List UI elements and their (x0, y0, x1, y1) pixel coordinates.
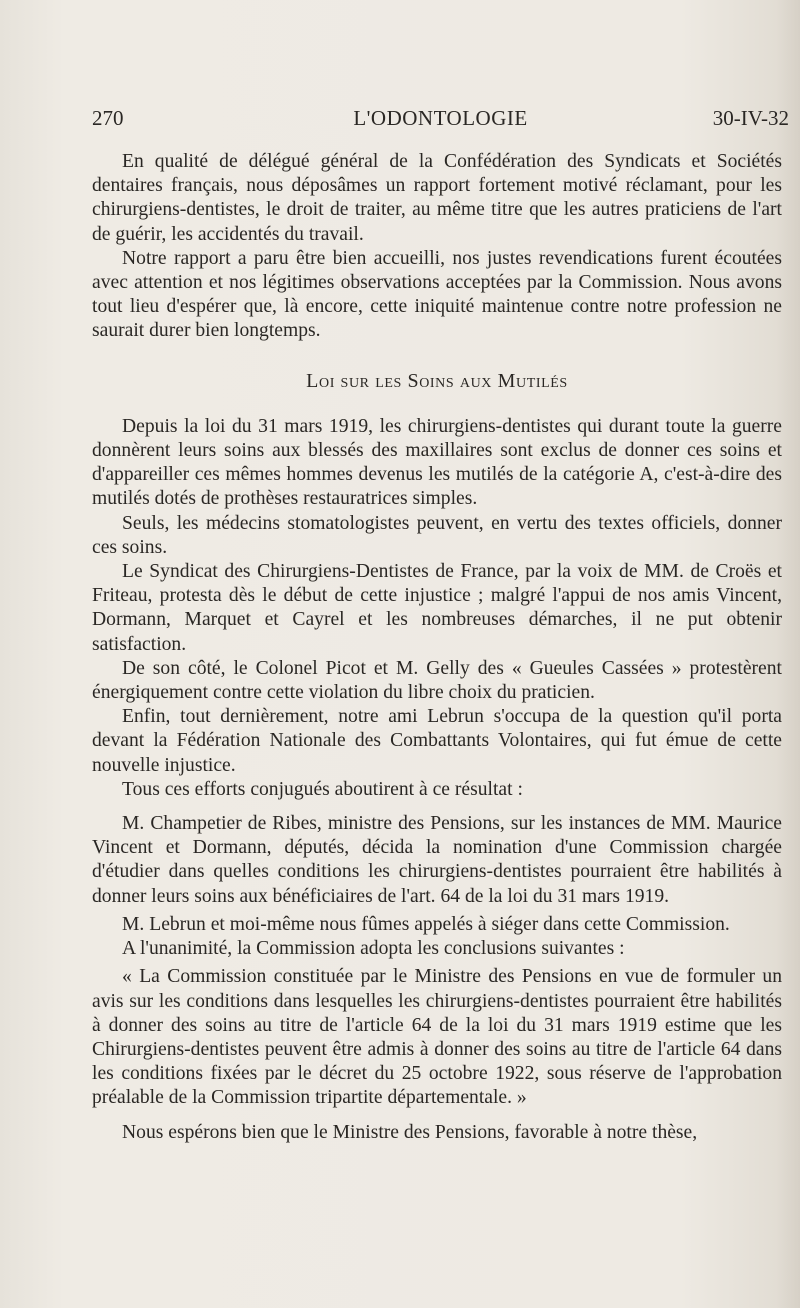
paragraph: A l'unanimité, la Commission adopta les conclusions suivantes : (122, 938, 625, 960)
section-title: Loi sur les Soins aux Mutilés (306, 369, 568, 392)
paragraph: Le Syndicat des Chirurgiens-Dentistes de France, par la voix de MM. de Croës et Friteau, protesta dès le début de cette injustice ; malgré l'appui de nos amis Vincent, Dormann, Marquet et Cayrel et les nombreuses démarches, il ne put obtenir satisfaction. (92, 561, 782, 655)
paragraph: Notre rapport a paru être bien accueilli, nos justes revendications furent écoutées avec attention et nos légitimes observations acceptées par la Commission. Nous avons tout lieu d'espérer que, là encore, cette iniquité maintenue contre notre profession ne saurait durer bien longtemps. (92, 247, 782, 342)
running-header (92, 104, 789, 132)
closing-paragraph: Nous espérons bien que le Ministre des Pensions, favorable à notre thèse, (122, 1121, 698, 1143)
journal-title: L'ODONTOLOGIE (353, 106, 528, 130)
paragraph: Seuls, les médecins stomatologistes peuvent, en vertu des textes officiels, donner ces soins. (92, 512, 782, 558)
paragraph: Tous ces efforts conjugués aboutirent à ce résultat : (122, 778, 523, 800)
paragraph: En qualité de délégué général de la Confédération des Syndicats et Sociétés dentaires français, nous déposâmes un rapport fortement motivé réclamant, pour les chirurgiens-dentistes, le droit de traiter, au même titre que les autres praticiens de l'art de guérir, les accidentés du travail. (92, 151, 782, 245)
article-body (92, 150, 782, 1145)
paragraph: M. Lebrun et moi-même nous fûmes appelés à siéger dans cette Commission. (122, 913, 730, 935)
paragraph: Depuis la loi du 31 mars 1919, les chirurgiens-dentistes qui durant toute la guerre donnèrent leurs soins aux blessés des maxillaires sont exclus de donner ces soins et d'appareiller ces mêmes hommes devenus les mutilés de la catégorie A, c'est-à-dire des mutilés dotés de prothèses restauratrices simples. (92, 415, 782, 510)
issue-date: 30-IV-32 (712, 106, 789, 130)
paragraph: M. Champetier de Ribes, ministre des Pensions, sur les instances de MM. Maurice Vincent et Dormann, députés, décida la nomination d'une Commission chargée d'étudier dans quelles conditions les chirurgiens-dentistes pourraient être habilités à donner leurs soins aux bénéficiaires de l'art. 64 de la loi du 31 mars 1919. (92, 813, 782, 907)
paragraph: De son côté, le Colonel Picot et M. Gelly des « Gueules Cassées » protestèrent énergiquement contre cette violation du libre choix du praticien. (92, 657, 782, 704)
page-number: 270 (92, 106, 124, 130)
paragraph: Enfin, tout dernièrement, notre ami Lebrun s'occupa de la question qu'il porta devant la Fédération Nationale des Combattants Volontaires, qui fut émue de cette nouvelle injustice. (92, 706, 782, 776)
quoted-conclusion: « La Commission constituée par le Ministre des Pensions en vue de formuler un avis sur les conditions dans lesquelles les chirurgiens-dentistes pourraient être habilités à donner des soins au titre de l'article 64 de la loi du 31 mars 1919 estime que les Chirurgiens-dentistes peuvent être admis à donner des soins au titre de l'article 64 dans les conditions fixées par le décret du 25 octobre 1922, sous réserve de l'approbation préalable de la Commission tripartite départementale. » (92, 966, 782, 1109)
